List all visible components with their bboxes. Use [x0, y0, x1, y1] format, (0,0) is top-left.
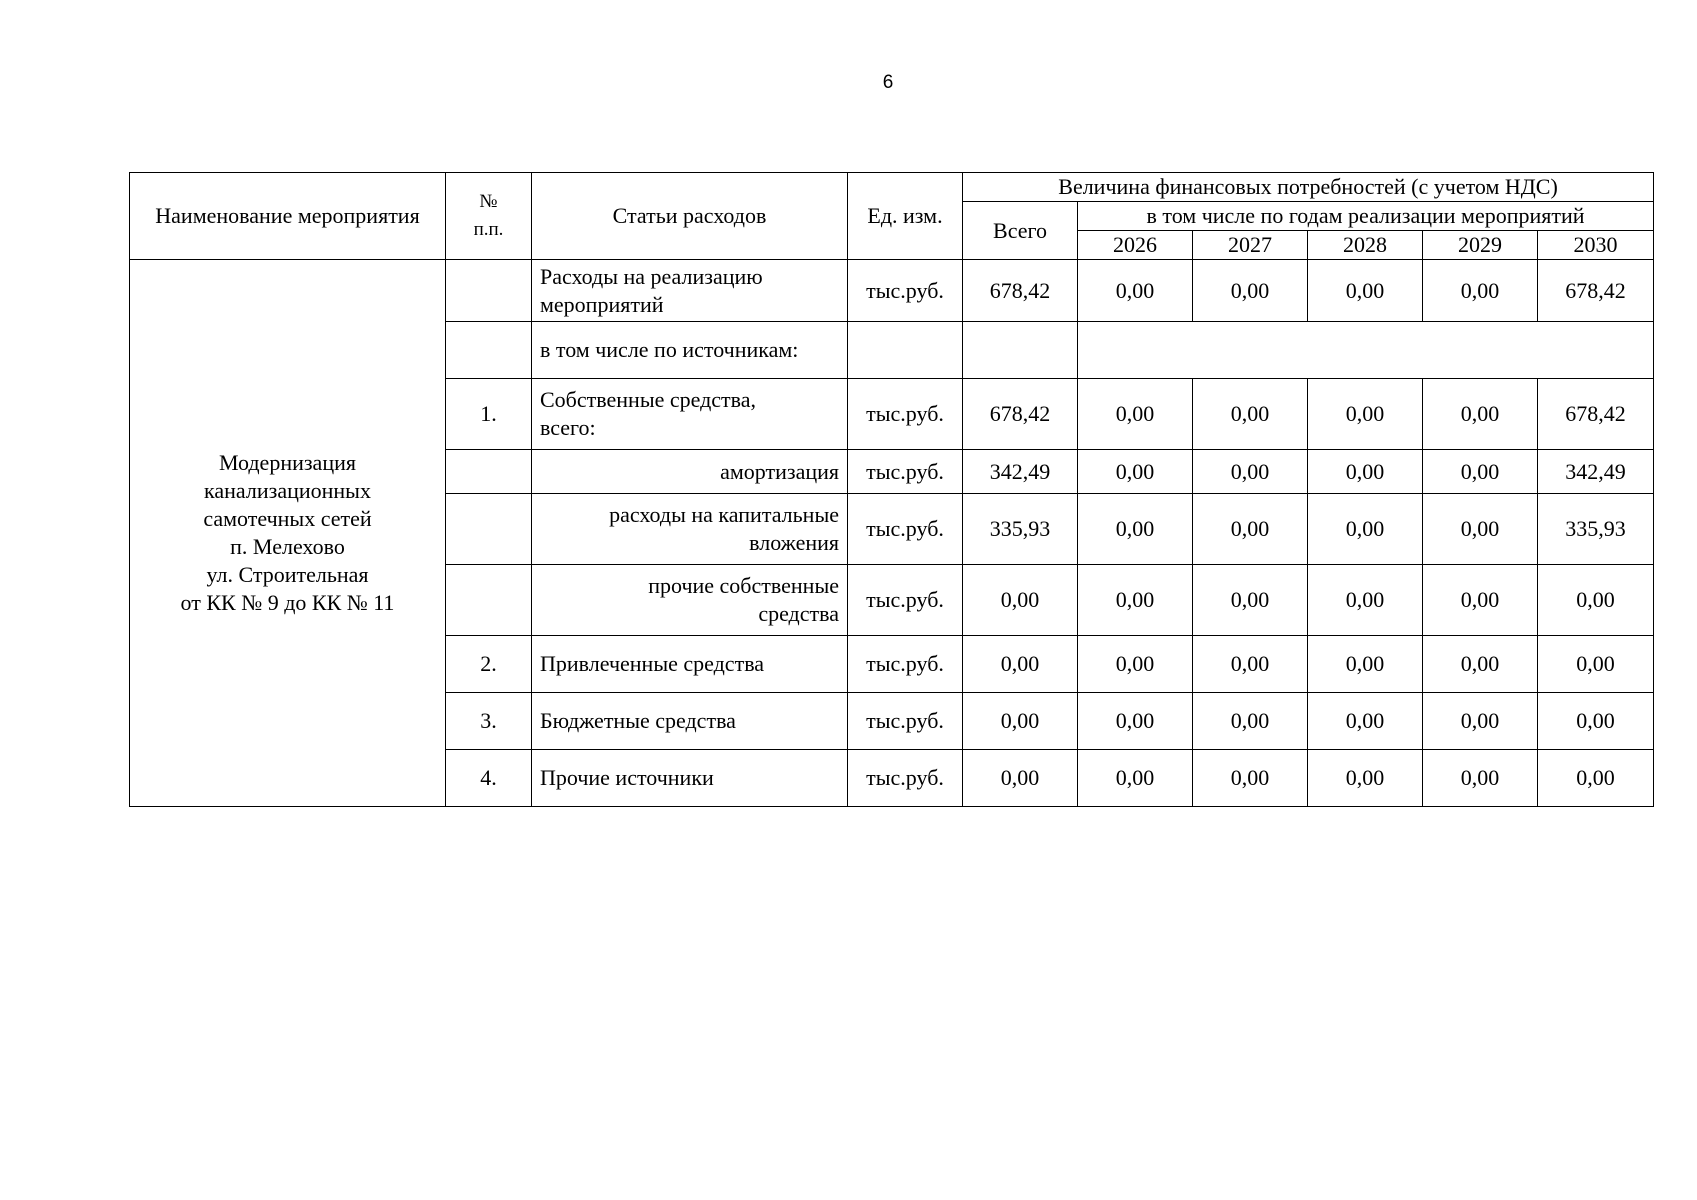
article-line: Собственные средства,: [540, 387, 757, 412]
header-finance: Величина финансовых потребностей (с учетом НДС): [963, 173, 1654, 202]
year-value-cell: 0,00: [1423, 260, 1538, 322]
unit-cell: тыс.руб.: [848, 379, 963, 450]
year-value-cell: 0,00: [1078, 494, 1193, 565]
unit-cell: тыс.руб.: [848, 750, 963, 807]
header-year: 2028: [1308, 231, 1423, 260]
total-cell: 0,00: [963, 750, 1078, 807]
project-name-line: канализационных: [204, 478, 371, 503]
year-value-cell: 0,00: [1078, 260, 1193, 322]
header-name: Наименование мероприятия: [130, 173, 446, 260]
article-line: Привлеченные средства: [540, 651, 765, 676]
header-number: [446, 173, 532, 260]
row-number: [446, 322, 532, 379]
year-value-cell: 335,93: [1538, 494, 1654, 565]
total-cell: 678,42: [963, 260, 1078, 322]
year-value-cell: 0,00: [1193, 693, 1308, 750]
row-number: 4.: [446, 750, 532, 807]
year-value-cell: 0,00: [1538, 693, 1654, 750]
total-cell: 342,49: [963, 450, 1078, 494]
unit-cell: тыс.руб.: [848, 636, 963, 693]
unit-cell: тыс.руб.: [848, 494, 963, 565]
article-line: Расходы на реализацию: [540, 263, 763, 289]
page-number: 6: [882, 72, 894, 93]
article-line: Прочие источники: [540, 765, 714, 790]
year-value-cell: 0,00: [1308, 565, 1423, 636]
year-value-cell: 0,00: [1538, 750, 1654, 807]
row-number: [446, 565, 532, 636]
article-cell: [532, 260, 848, 322]
year-value-cell: 0,00: [1308, 750, 1423, 807]
total-cell: 0,00: [963, 693, 1078, 750]
unit-cell: тыс.руб.: [848, 693, 963, 750]
year-value-cell: 0,00: [1193, 565, 1308, 636]
year-value-cell: 0,00: [1308, 494, 1423, 565]
year-value-cell: 0,00: [1308, 450, 1423, 494]
year-value-cell: 0,00: [1538, 565, 1654, 636]
year-value-cell: 0,00: [1538, 636, 1654, 693]
header-number-abbr: п.п.: [473, 219, 504, 240]
article-line: амортизация: [720, 458, 839, 484]
unit-cell: [848, 322, 963, 379]
year-value-cell: 0,00: [1423, 494, 1538, 565]
year-value-cell: 0,00: [1193, 494, 1308, 565]
year-value-cell: 0,00: [1423, 379, 1538, 450]
year-value-cell: 0,00: [1193, 379, 1308, 450]
year-value-cell: 0,00: [1308, 636, 1423, 693]
total-cell: [963, 322, 1078, 379]
article-cell: [532, 450, 848, 494]
header-by-years: в том числе по годам реализации мероприятий: [1078, 202, 1654, 231]
unit-cell: тыс.руб.: [848, 260, 963, 322]
header-year: 2030: [1538, 231, 1654, 260]
year-value-cell: 0,00: [1193, 636, 1308, 693]
row-number: 3.: [446, 693, 532, 750]
year-value-cell: 0,00: [1423, 565, 1538, 636]
year-value-cell: 0,00: [1078, 450, 1193, 494]
article-line: расходы на капитальные: [609, 502, 839, 527]
project-name-line: ул. Строительная: [206, 562, 369, 587]
unit-cell: тыс.руб.: [848, 450, 963, 494]
article-line: прочие собственные: [648, 573, 839, 598]
year-value-cell: 0,00: [1078, 565, 1193, 636]
project-name-cell: [130, 260, 446, 807]
year-value-cell: 0,00: [1078, 379, 1193, 450]
year-value-cell: 0,00: [1078, 693, 1193, 750]
year-value-cell: 0,00: [1078, 636, 1193, 693]
article-line: Бюджетные средства: [540, 708, 736, 733]
project-name-line: самотечных сетей: [203, 506, 372, 531]
total-cell: 0,00: [963, 565, 1078, 636]
table-row: [130, 260, 1654, 322]
row-number: 2.: [446, 636, 532, 693]
article-line: средства: [758, 601, 839, 626]
header-number-symbol: №: [479, 191, 498, 212]
total-cell: 0,00: [963, 636, 1078, 693]
row-number: [446, 494, 532, 565]
year-value-cell: 678,42: [1538, 260, 1654, 322]
project-name-line: от КК № 9 до КК № 11: [180, 590, 395, 615]
year-value-cell: 0,00: [1423, 636, 1538, 693]
year-value-cell: 0,00: [1193, 260, 1308, 322]
article-line: в том числе по источникам:: [540, 337, 799, 362]
header-unit: Ед. изм.: [848, 173, 963, 260]
header-total: Всего: [963, 202, 1078, 260]
row-number: [446, 260, 532, 322]
article-cell: [532, 494, 848, 565]
year-value-cell: 0,00: [1423, 693, 1538, 750]
article-line: вложения: [749, 530, 839, 555]
year-value-cell: 0,00: [1423, 450, 1538, 494]
year-value-cell: 342,49: [1538, 450, 1654, 494]
article-line: мероприятий: [540, 291, 664, 317]
article-cell: [532, 379, 848, 450]
article-cell: [532, 322, 848, 379]
article-cell: [532, 750, 848, 807]
year-value-cell: 0,00: [1308, 379, 1423, 450]
article-line: всего:: [540, 415, 596, 440]
article-cell: [532, 693, 848, 750]
total-cell: 678,42: [963, 379, 1078, 450]
row-number: 1.: [446, 379, 532, 450]
years-empty-cell: [1078, 322, 1654, 379]
project-name-line: п. Мелехово: [230, 534, 345, 559]
project-name-line: Модернизация: [218, 450, 356, 475]
header-year: 2026: [1078, 231, 1193, 260]
article-cell: [532, 565, 848, 636]
row-number: [446, 450, 532, 494]
year-value-cell: 0,00: [1193, 450, 1308, 494]
header-articles: Статьи расходов: [532, 173, 848, 260]
article-cell: [532, 636, 848, 693]
header-year: 2027: [1193, 231, 1308, 260]
total-cell: 335,93: [963, 494, 1078, 565]
year-value-cell: 0,00: [1308, 260, 1423, 322]
financial-needs-table: [129, 172, 1654, 807]
year-value-cell: 0,00: [1078, 750, 1193, 807]
year-value-cell: 678,42: [1538, 379, 1654, 450]
year-value-cell: 0,00: [1193, 750, 1308, 807]
unit-cell: тыс.руб.: [848, 565, 963, 636]
year-value-cell: 0,00: [1308, 693, 1423, 750]
year-value-cell: 0,00: [1423, 750, 1538, 807]
header-year: 2029: [1423, 231, 1538, 260]
